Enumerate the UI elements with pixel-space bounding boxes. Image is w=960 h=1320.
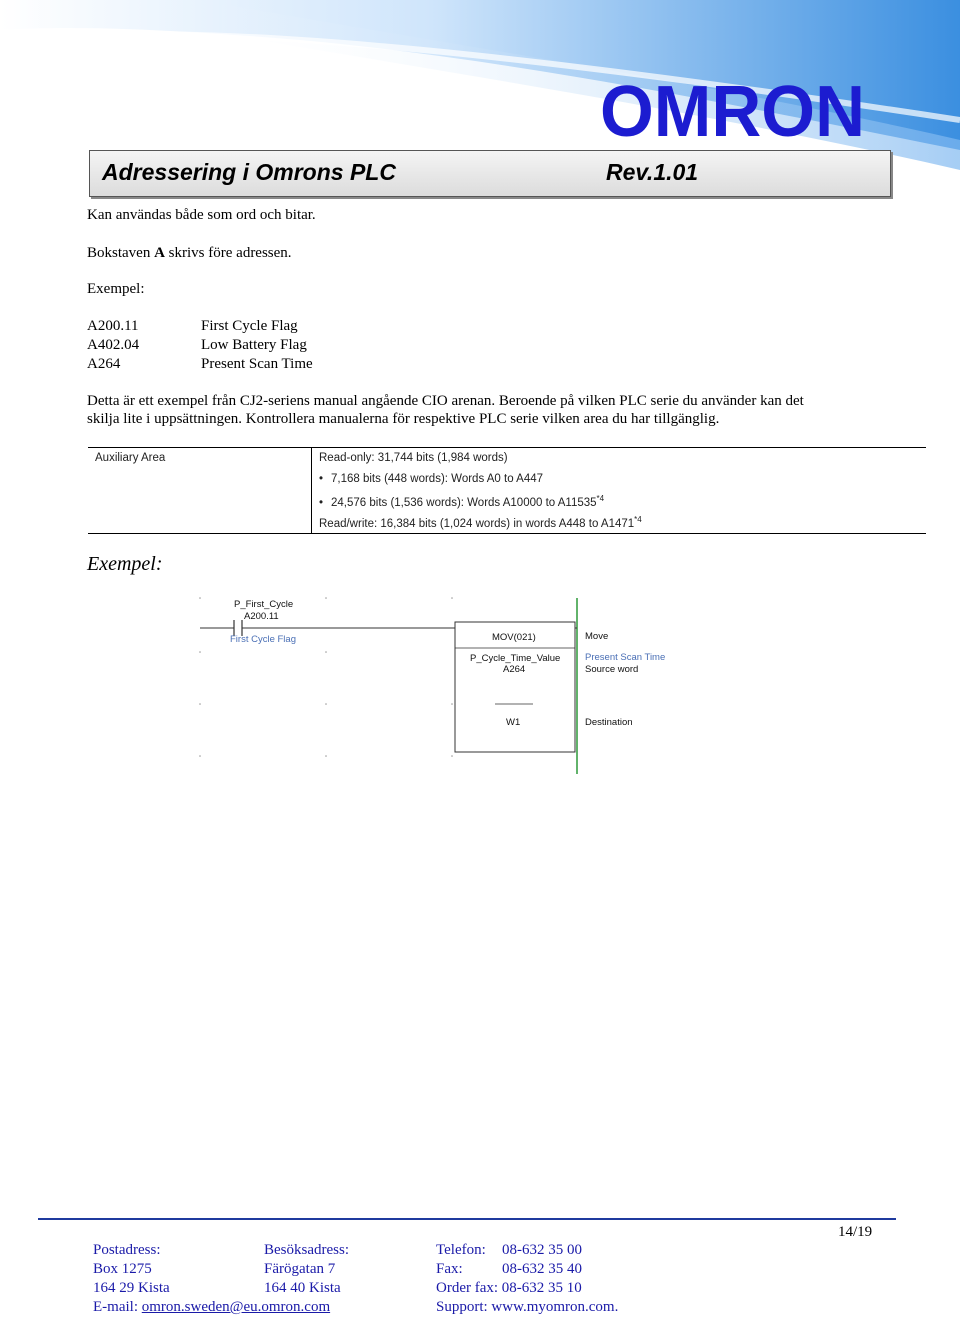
ladder-grid-dots <box>199 597 453 757</box>
example-heading: Exempel: <box>87 553 163 575</box>
footer-contact-labels: Telefon: Fax: <box>436 1242 486 1277</box>
footer-order-fax: Order fax: 08-632 35 10 <box>436 1280 582 1296</box>
instruction-name: MOV(021) <box>492 632 536 643</box>
operand-1-symbol: P_Cycle_Time_Value <box>470 653 561 664</box>
operand-1-comment: Present Scan Time <box>585 652 666 663</box>
instruction-label: Move <box>585 631 609 642</box>
intro-example-label: Exempel: <box>87 281 145 297</box>
intro-line-2: Bokstaven A skrivs före adressen. <box>87 245 292 261</box>
document-title-bar <box>89 150 891 197</box>
footer-postal-address: Postadress: Box 1275 164 29 Kista E-mail: omron.sweden@eu.omron.com <box>93 1242 331 1315</box>
table-read-only: Read-only: 31,744 bits (1,984 words) <box>319 452 508 464</box>
auxiliary-area-table <box>88 447 926 534</box>
contact-symbol-name: P_First_Cycle <box>234 599 294 610</box>
email-link[interactable]: omron.sweden@eu.omron.com <box>141 1299 331 1315</box>
table-area-name: Auxiliary Area <box>95 452 166 464</box>
contact-comment: First Cycle Flag <box>230 634 296 645</box>
address-description-list <box>201 317 313 374</box>
address-description: First Cycle Flag <box>201 318 298 334</box>
address-item: A264 <box>87 356 121 372</box>
table-divider <box>311 448 312 533</box>
address-list <box>87 317 139 374</box>
address-description: Present Scan Time <box>201 356 313 372</box>
address-item: A402.04 <box>87 337 140 353</box>
address-description: Low Battery Flag <box>201 337 307 353</box>
address-item: A200.11 <box>87 318 139 334</box>
note-line-1: Detta är ett exempel från CJ2-seriens manual angående CIO arenan. Beroende på vilken PLC serie du använder kan det <box>87 393 804 409</box>
contact-address: A200.11 <box>244 611 279 622</box>
table-bullet-2: • 24,576 bits (1,536 words): Words A10000 to A11535$^{*4}$ <box>319 494 605 509</box>
footer-divider <box>38 1218 896 1220</box>
document-revision: Rev.1.01 <box>606 159 699 185</box>
page-number: 14/19 <box>838 1224 873 1240</box>
footer-support: Support: www.myomron.com. <box>436 1299 619 1315</box>
table-bullet-1: • 7,168 bits (448 words): Words A0 to A447 <box>319 473 544 485</box>
operand-2-description: Destination <box>585 717 633 728</box>
operand-1-address: A264 <box>503 664 526 675</box>
operand-1-description: Source word <box>585 664 639 675</box>
footer-contact-values: 08-632 35 00 08-632 35 40 <box>502 1242 582 1277</box>
operand-2: W1 <box>506 717 521 728</box>
logo-text: OMRON <box>600 82 865 142</box>
table-read-write: Read/write: 16,384 bits (1,024 words) in words A448 to A1471$^{*4}$ <box>319 515 642 530</box>
footer-visiting-address: Besöksadress: Färögatan 7 164 40 Kista <box>264 1242 349 1296</box>
intro-line-1: Kan användas både som ord och bitar. <box>87 207 316 223</box>
omron-logo <box>600 82 865 142</box>
document-title: Adressering i Omrons PLC <box>102 159 396 185</box>
note-line-2: skilja lite i uppsättningen. Kontrollera manualerna för respektive PLC serie vilken area du har tillgänglig. <box>87 411 720 427</box>
ladder-diagram <box>180 590 700 780</box>
